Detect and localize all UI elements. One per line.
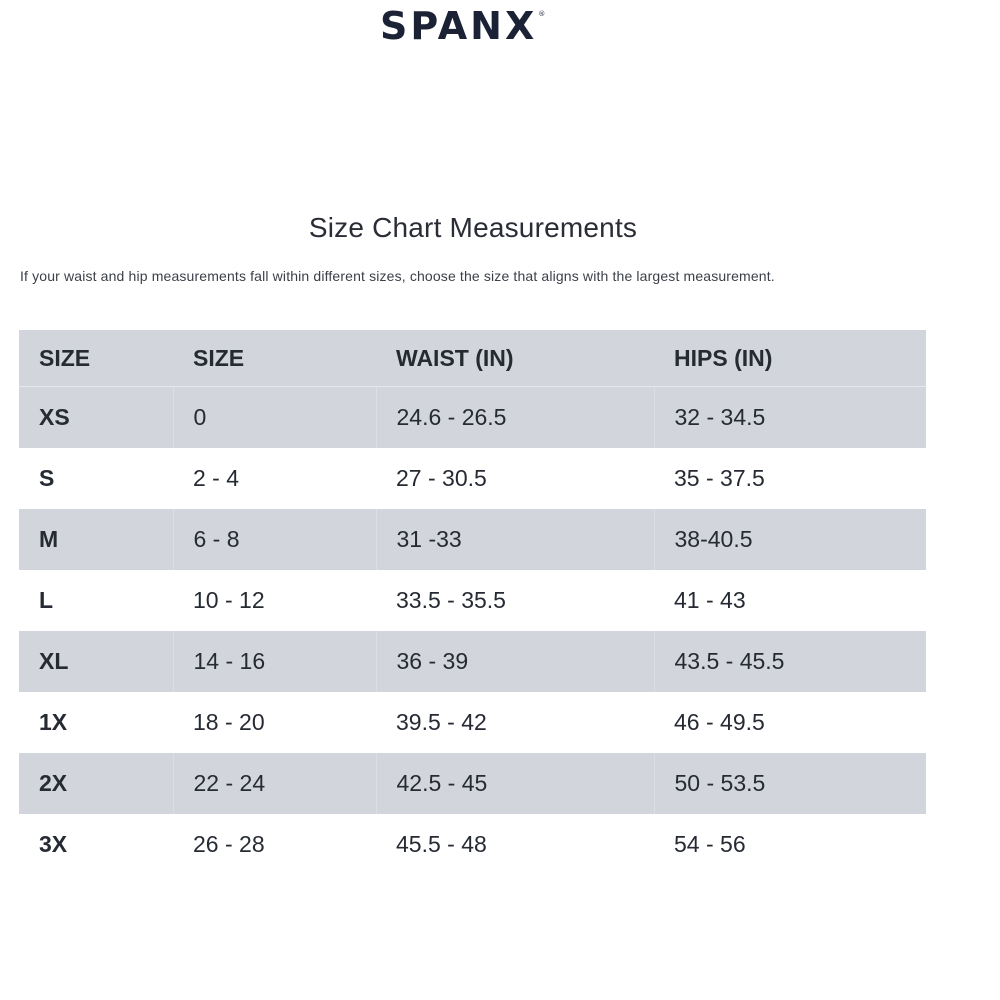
waist-cell: 33.5 - 35.5	[396, 587, 506, 613]
waist-cell: 39.5 - 42	[396, 709, 487, 735]
size-number-cell: 6 - 8	[173, 509, 376, 570]
size-letter-cell: 2X	[19, 753, 173, 814]
hips-cell: 32 - 34.5	[654, 387, 926, 449]
size-letter-cell: XL	[19, 631, 173, 692]
hips-cell: 46 - 49.5	[674, 709, 765, 735]
hips-cell: 50 - 53.5	[654, 753, 926, 814]
table-row	[19, 509, 926, 570]
trademark-symbol: ®	[538, 10, 549, 18]
size-number-cell: 26 - 28	[193, 831, 265, 857]
size-number-cell: 2 - 4	[193, 465, 240, 491]
brand-logo-text: SPANX	[380, 4, 538, 48]
size-number-cell: 18 - 20	[193, 709, 265, 735]
size-letter-cell: 1X	[39, 709, 68, 735]
hips-cell: 54 - 56	[674, 831, 746, 857]
size-letter-cell: S	[39, 465, 55, 491]
column-header-size-letter: SIZE	[19, 330, 173, 387]
waist-cell: 45.5 - 48	[396, 831, 487, 857]
size-letter-cell: 3X	[39, 831, 68, 857]
waist-cell: 36 - 39	[376, 631, 654, 692]
hips-cell: 43.5 - 45.5	[654, 631, 926, 692]
waist-cell: 27 - 30.5	[396, 465, 487, 491]
table-row	[19, 753, 926, 814]
size-letter-cell: M	[19, 509, 173, 570]
table-header-row	[19, 330, 926, 387]
hips-cell: 41 - 43	[674, 587, 746, 613]
size-letter-cell: L	[39, 587, 54, 613]
size-number-cell: 0	[173, 387, 376, 449]
size-chart-table	[19, 330, 926, 875]
page-subtitle: If your waist and hip measurements fall within different sizes, choose the size that aligns with the largest measurement.	[20, 268, 775, 284]
table-row	[19, 692, 926, 753]
waist-cell: 24.6 - 26.5	[376, 387, 654, 449]
hips-cell: 35 - 37.5	[674, 465, 765, 491]
size-number-cell: 14 - 16	[173, 631, 376, 692]
size-letter-cell: XS	[19, 387, 173, 449]
table-row	[19, 814, 926, 875]
table-row	[19, 448, 926, 509]
column-header-waist: WAIST (IN)	[376, 330, 654, 387]
brand-logo	[380, 4, 560, 48]
size-number-cell: 10 - 12	[193, 587, 265, 613]
table-row	[19, 570, 926, 631]
table-row	[19, 387, 926, 449]
column-header-hips: HIPS (IN)	[654, 330, 926, 387]
hips-cell: 38-40.5	[654, 509, 926, 570]
waist-cell: 31 -33	[376, 509, 654, 570]
table-row	[19, 631, 926, 692]
page-title: Size Chart Measurements	[308, 212, 638, 243]
size-number-cell: 22 - 24	[173, 753, 376, 814]
column-header-size-number: SIZE	[173, 330, 376, 387]
waist-cell: 42.5 - 45	[376, 753, 654, 814]
